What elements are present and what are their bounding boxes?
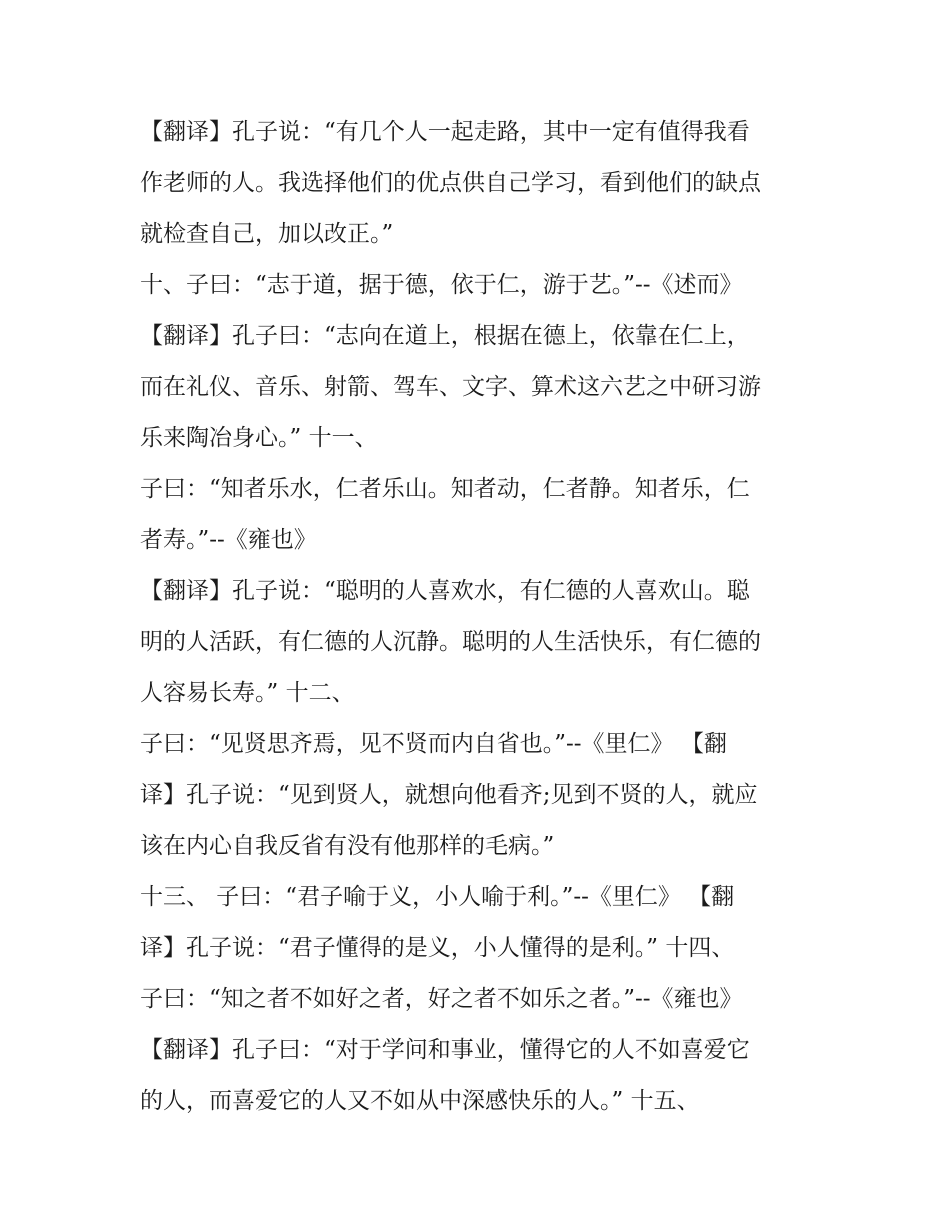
text-line: 十三、 子曰：“君子喻于义，小人喻于利。”--《里仁》 【翻 <box>140 884 735 910</box>
text-line: 【翻译】孔子说：“聪明的人喜欢水，有仁德的人喜欢山。聪 <box>140 578 750 604</box>
text-line: 就检查自己，加以改正。” <box>140 221 394 247</box>
text-line: 译】孔子说：“见到贤人，就想向他看齐;见到不贤的人，就应 <box>140 782 758 808</box>
text-line: 的人，而喜爱它的人又不如从中深感快乐的人。” 十五、 <box>140 1088 700 1114</box>
text-line: 子曰：“见贤思齐焉，见不贤而内自省也。”--《里仁》 【翻 <box>140 731 727 757</box>
text-line: 者寿。”--《雍也》 <box>140 527 317 553</box>
text-line: 作老师的人。我选择他们的优点供自己学习，看到他们的缺点 <box>140 170 761 196</box>
text-line: 该在内心自我反省有没有他那样的毛病。” <box>140 833 555 859</box>
text-line: 【翻译】孔子说：“有几个人一起走路，其中一定有值得我看 <box>140 119 750 145</box>
text-line: 乐来陶冶身心。” 十一、 <box>140 425 378 451</box>
text-line: 人容易长寿。” 十二、 <box>140 680 355 706</box>
text-line: 译】孔子说：“君子懂得的是义，小人懂得的是利。” 十四、 <box>140 935 735 961</box>
text-line: 【翻译】孔子曰：“对于学问和事业，懂得它的人不如喜爱它 <box>140 1037 750 1063</box>
text-line: 十、子曰：“志于道，据于德，依于仁，游于艺。”--《述而》 <box>140 272 743 298</box>
document-body <box>140 107 830 1127</box>
text-line: 子曰：“知之者不如好之者，好之者不如乐之者。”--《雍也》 <box>140 986 743 1012</box>
text-line: 而在礼仪、音乐、射箭、驾车、文字、算术这六艺之中研习游 <box>140 374 761 400</box>
text-line: 【翻译】孔子曰：“志向在道上，根据在德上，依靠在仁上， <box>140 323 750 349</box>
text-line: 子曰：“知者乐水，仁者乐山。知者动，仁者静。知者乐，仁 <box>140 476 750 502</box>
text-line: 明的人活跃，有仁德的人沉静。聪明的人生活快乐，有仁德的 <box>140 629 761 655</box>
